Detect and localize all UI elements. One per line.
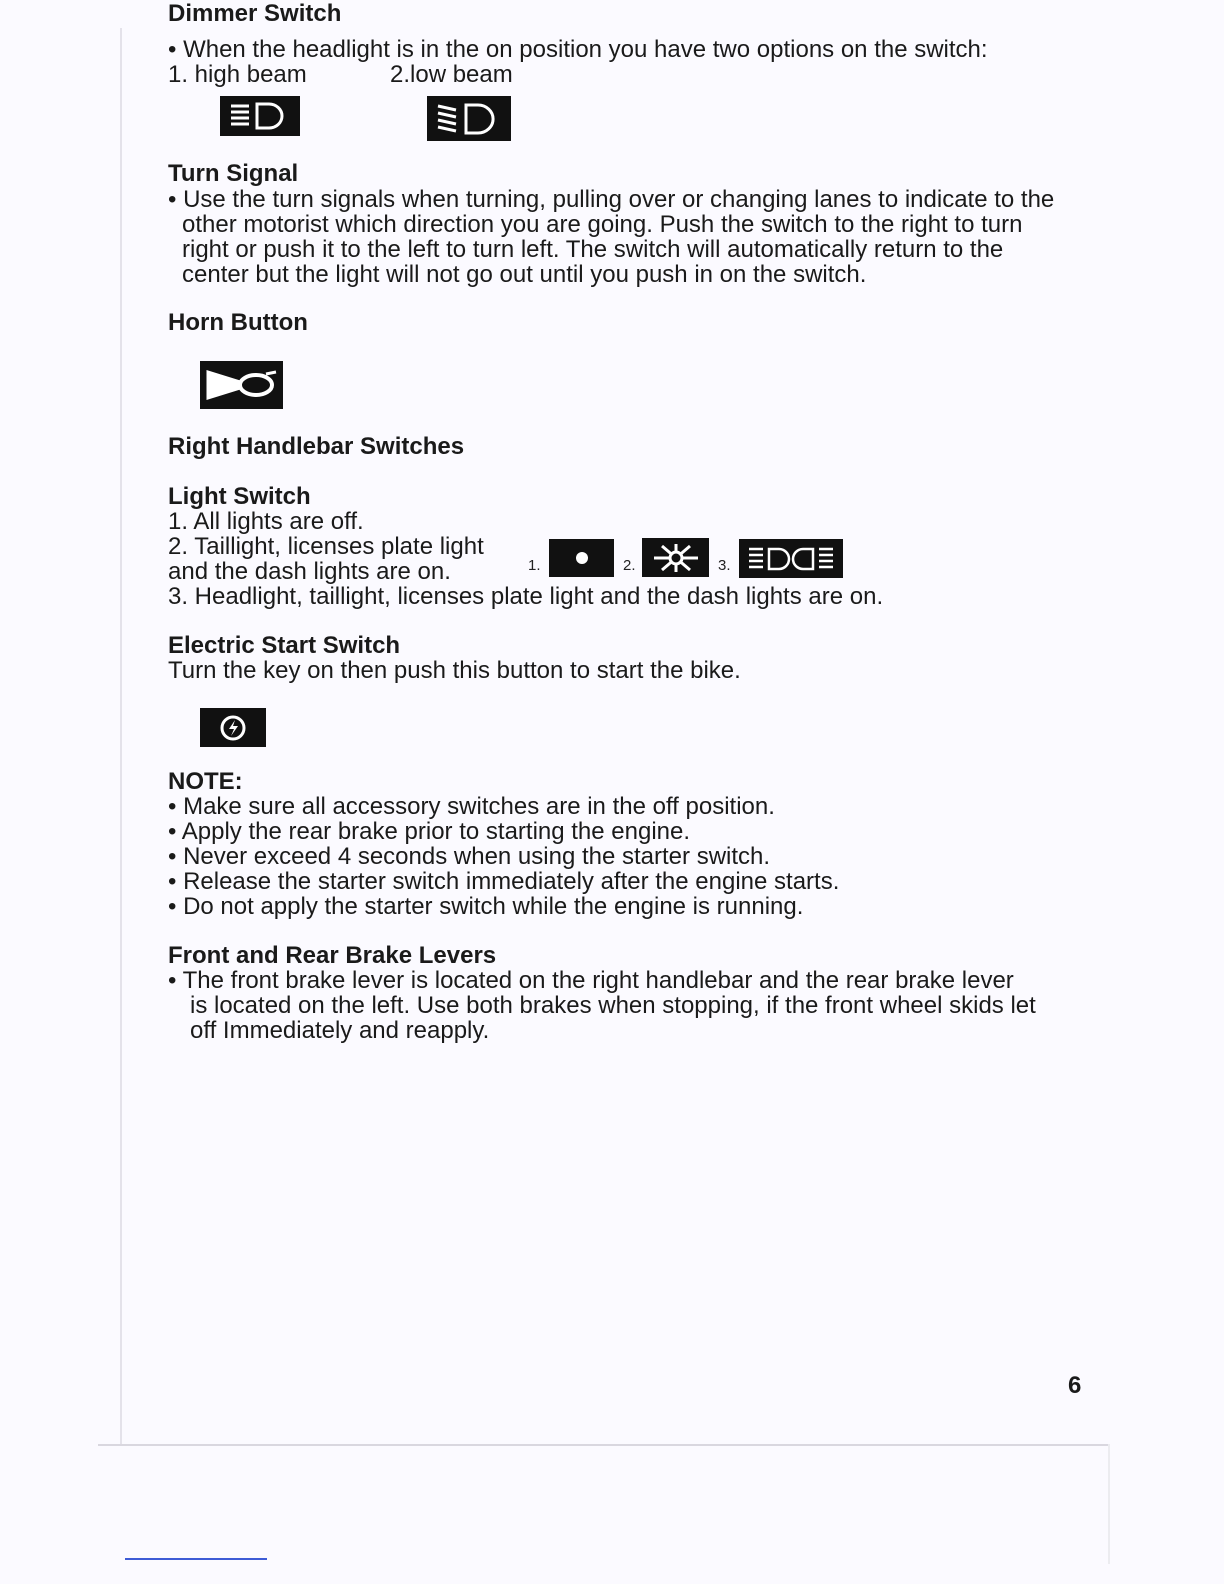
note-item-1: • Make sure all accessory switches are in the off position.: [168, 793, 775, 820]
light-switch-heading: Light Switch: [168, 483, 311, 510]
dimmer-bullet: • When the headlight is in the on position you have two options on the switch:: [168, 36, 988, 63]
page-edge-left: [120, 28, 122, 1446]
turn-signal-line-4: center but the light will not go out until you push in on the switch.: [182, 261, 867, 288]
horn-icon: [200, 361, 283, 409]
note-item-3: • Never exceed 4 seconds when using the starter switch.: [168, 843, 771, 870]
turn-signal-line-1: • Use the turn signals when turning, pulling over or changing lanes to indicate to the: [168, 186, 1055, 213]
page-number: 6: [1068, 1372, 1082, 1399]
brake-line-2: is located on the left. Use both brakes when stopping, if the front wheel skids let: [190, 992, 1036, 1019]
headlight-on-icon: [739, 539, 843, 578]
parking-light-icon: [642, 538, 709, 577]
light-icon-label-1: 1.: [528, 557, 541, 574]
page-edge-bottom: [98, 1444, 1110, 1446]
light-icon-label-2: 2.: [623, 557, 636, 574]
brake-line-1: • The front brake lever is located on the right handlebar and the rear brake lever: [168, 967, 1014, 994]
dimmer-option-low: 2.low beam: [390, 61, 513, 88]
turn-signal-line-3: right or push it to the left to turn left. The switch will automatically return to the: [182, 236, 1004, 263]
note-item-5: • Do not apply the starter switch while the engine is running.: [168, 893, 804, 920]
low-beam-icon: [427, 96, 511, 141]
dot-icon: [549, 539, 614, 577]
note-heading: NOTE:: [168, 768, 243, 795]
turn-signal-line-2: other motorist which direction you are going. Push the switch to the right to turn: [182, 211, 1023, 238]
electric-start-line: Turn the key on then push this button to start the bike.: [168, 657, 741, 684]
note-item-4: • Release the starter switch immediately after the engine starts.: [168, 868, 840, 895]
dimmer-option-high: 1. high beam: [168, 61, 307, 88]
right-handlebar-switches-heading: Right Handlebar Switches: [168, 433, 465, 460]
light-switch-line-1: 1. All lights are off.: [168, 508, 364, 535]
page-edge-right: [1108, 1444, 1110, 1564]
electric-start-heading: Electric Start Switch: [168, 632, 401, 659]
high-beam-icon: [220, 96, 300, 136]
starter-icon: [200, 708, 266, 747]
scan-line: [125, 1558, 267, 1560]
note-item-2: • Apply the rear brake prior to starting the engine.: [168, 818, 691, 845]
turn-signal-heading: Turn Signal: [168, 160, 299, 187]
light-switch-line-2a: 2. Taillight, licenses plate light: [168, 533, 484, 560]
brake-line-3: off Immediately and reapply.: [190, 1017, 490, 1044]
brake-levers-heading: Front and Rear Brake Levers: [168, 942, 497, 969]
light-icon-label-3: 3.: [718, 557, 731, 574]
dimmer-switch-heading: Dimmer Switch: [168, 0, 342, 27]
light-switch-line-2b: and the dash lights are on.: [168, 558, 451, 585]
horn-button-heading: Horn Button: [168, 309, 308, 336]
light-switch-line-3: 3. Headlight, taillight, licenses plate light and the dash lights are on.: [168, 583, 884, 610]
